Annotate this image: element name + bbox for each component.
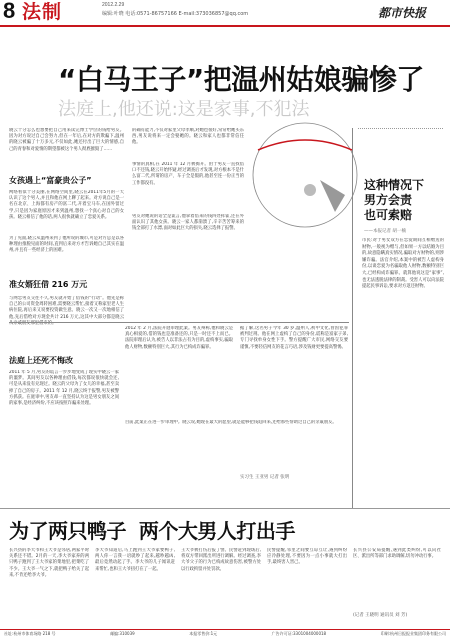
issue-date: 2012.2.29 — [102, 2, 125, 8]
mid-text-c: 据了解,这名男子今年 30 岁,温州人,初中文化,曾因犯罪被判过刑。他在网上虚构了自己的身份,谎称是富家子弟,专门寻找单身女性下手。警方提醒广大市民,网络交友要谨慎,不要轻信网友的花言巧语,涉及钱财更要提高警惕。 — [240, 326, 348, 350]
lead-col1-para1: 晓云十分怎么也想要把自己用来读完博士学位的钱给男友。因为对方说过自己会努力,但在一年后,在对方的欺骗下,温州的晓云被骗了十万多元,不仅如此,她还付出了巨大的情感,自己的青春和对爱情的期望都被这个男人彻底摧毁了…… — [9, 128, 124, 152]
second-text-e: 长兴县公安局提醒,遇到此类纠纷,可以向社区、派出所等部门求助调解,切勿冲动行事。 — [353, 548, 441, 560]
reporter-byline: 实习生 王亚男 记者 张明 — [240, 475, 290, 480]
footer-rule — [0, 629, 450, 630]
sidebar-author: ——本报记者 胡一楠 — [364, 229, 406, 234]
lead-col1-para4: 与网恋男友交往不久,男友就开始了借钱的“行动”。他先是称自己的公司资金周转困难,需要晓云帮忙,接着又称家里老人生病住院,再后来又说要投资做生意。晓云一次又一次地相信了他,先后借给对方现金共计 216 万元,这其中大部分都是晓云从亲戚朋友那里借来的。 — [9, 296, 124, 326]
masthead — [0, 0, 450, 24]
second-text-a: 长兴县的李大爷和王大爷是邻居,两家平时关系还不错。2月的一天,李大爷家养的两只鸭子跑到了王大爷家的菜地里,把菜吃了不少。王大爷一气之下,就把鸭子给关了起来,不肯还给李大爷。 — [9, 548, 89, 578]
lead-headline: “白马王子”把温州姑娘骗惨了 — [58, 63, 424, 96]
col1-subhead-2: 准女婿狂借 216 万元 — [9, 280, 88, 289]
lead-col2-para2: 事情的真相,在 2011 年 12 月被揭开。由于男友一直找借口不还钱,晓云开始怀疑,经过调查后才发现,对方根本不是什么富二代,所谓的房产、车子全是假的,他甚至连一份正当的工作都没有。 — [132, 162, 244, 186]
paper-name: 都市快报 — [378, 6, 427, 20]
footer-ad-license: 广告许可证:3301004000018 — [271, 631, 327, 636]
second-text-d: 民警提醒,邻里之间要互谅互让,遇到纠纷应冷静处理,不要因为一点小事就大打出手,最终害人害己。 — [267, 548, 347, 566]
footer-postcode: 邮编:310039 — [110, 631, 135, 636]
second-text-b: 李大爷知道后,马上跑到王大爷家要鸭子,两人你一言我一语就吵了起来,越吵越凶,最后竟然动起了手。李大爷的儿子闻讯赶来帮忙,也和王大爷扭打在了一起。 — [95, 548, 175, 572]
section-title: 法制 — [22, 1, 63, 23]
mid-text-d: 目前,此案正在进一步审理中。晓云说,她现在最大的愿望,就是能够把钱追回来,还给那些帮助过自己的亲戚朋友。 — [125, 420, 337, 425]
editor-line: 编辑:叶晓 电话:0571-86757166 E-mail:373036857@qq.com — [102, 11, 249, 17]
sidebar-body: 市民:对于男女双方在恋爱期间互相赠送的财物,一般视为赠与,但如果一方以结婚为目的,故意隐瞒真实情况,骗取对方财物的,则涉嫌诈骗。法官介绍,本案中的被告人虚构身份,以谈恋爱为名骗取他人财物,数额特别巨大,已经构成诈骗罪。就算他说这是“家事”,也无法逃脱法律的制裁。受害人可以向法院提起民事诉讼,要求对方返还财物。 — [362, 238, 444, 290]
mid-subhead: 法庭上还死不悔改 — [9, 356, 73, 365]
sidebar-dots — [358, 128, 443, 134]
footer — [4, 631, 446, 639]
footer-price: 本报零售价:1元 — [189, 631, 218, 636]
sidebar-title: 这种情况下 男方会责 也可索赔 — [364, 178, 425, 222]
second-story-rule — [0, 508, 450, 509]
masthead-rule — [0, 25, 450, 27]
lead-col1-para3: 为了见面,晓云从温州来到了他所说的城市,可是对方总是以各种理由推脱见面的时间,直到后来对方才告诉她自己其实在温州,并且有一些经济上的困难。 — [9, 236, 124, 254]
lead-subhead: 法庭上,他还说:这是家事,不犯法 — [58, 99, 310, 120]
mid-rule — [9, 322, 349, 323]
illustration-graphic — [250, 120, 360, 230]
sidebar-divider — [352, 128, 353, 508]
mid-text-a: 2011 年 5 月,男友的谎言一步步地变成了现实中晓云一家的噩梦。其间男友以各种理由借钱,每次都说很快就会还,可是从来没有兑现过。晓云的父母为了女儿的幸福,甚至卖掉了自己的房子。2011 年 12 月,晓云终于报警,男友被警方抓获。在庭审中,男友却一直坚持认为这是男女朋友之间的家事,是经济纠纷,不应该按照诈骗来处理。 — [9, 370, 119, 407]
lead-col2-para1: 的确有能力,不仅对家里父母孝顺,对她也很好,常常给她买东西,男友说将来一定会娶她的。晓云和家人也都非常信任他。 — [132, 128, 244, 146]
lead-col2-para3: 男友对她说的话全是谎言,他拿着借来的钱四处挥霍,还在外面认识了其他女孩。晓云一家人都崩溃了,辛辛苦苦筹来的钱全部打了水漂,面对如此巨大的损失,晓云选择了报警。 — [132, 214, 244, 232]
footer-printer: 印刷:杭州日报报业集团印务有限公司 — [380, 631, 446, 636]
illustration — [250, 120, 360, 230]
footer-address: 社址:杭州市体育场路 218 号 — [4, 631, 56, 636]
second-sign: (记者 王晓明 通讯员 刘 芳) — [353, 613, 408, 618]
second-headline: 为了两只鸭子 两个大男人打出手 — [9, 519, 295, 543]
page-number: 8 — [3, 0, 16, 23]
mid-text-b: 2012 年 2 月,法院开庭审理此案。男友辩称,他和晓云是真心相爱的,借的钱也是准备还的,只是一时还不上而已。法院审理后认为,被告人以非法占有为目的,虚构事实,骗取他人财物,数额特别巨大,其行为已构成诈骗罪。 — [125, 326, 233, 350]
col1-subhead-1: 女孩遇上“富豪贵公子” — [9, 176, 92, 185]
lead-col1-para2: 网络看似十分美丽,在网络空间里,晓云在2011年5月的一天认识了这个男人,并且和他在网上聊了起来。对方说自己是一名在北京、上海都有房产的富二代,开着宝马车,在国外留过学,只是因为家庭原因才来到温州,想找一个真心对自己的女孩。晓云相信了他的话,两人很快就确立了恋爱关系。 — [9, 190, 124, 220]
second-text-c: 王大爷被打伤后报了警。民警赶到现场后,将双方带回派出所进行调解。经过调查,李大爷父子的行为已构成故意伤害,被警方处以行政拘留并处罚款。 — [181, 548, 261, 572]
